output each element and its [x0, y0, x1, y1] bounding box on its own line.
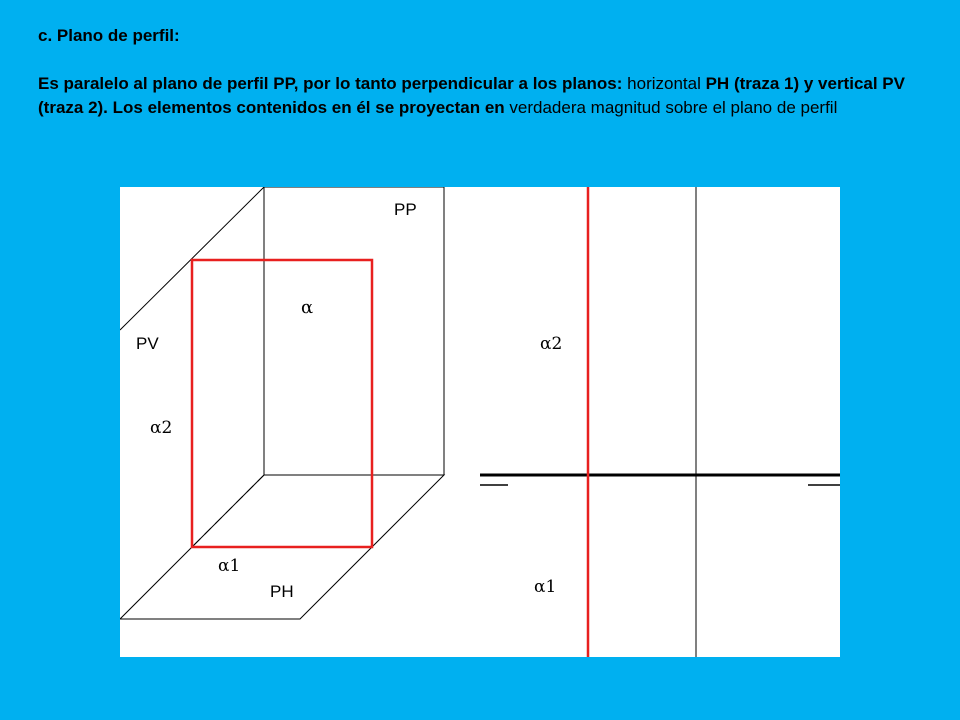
- label-alpha1-right: α1: [534, 577, 557, 597]
- pp-plane-outline: [264, 187, 444, 475]
- label-pv: PV: [136, 334, 159, 353]
- para-part-4: (traza 1) y vertical PV (traza 2). Los elementos contenidos en él se proyectan en: [38, 74, 905, 117]
- slide-heading: c. Plano de perfil:: [38, 26, 180, 45]
- isometric-view: [120, 187, 444, 619]
- label-alpha: α: [301, 297, 314, 318]
- label-ph: PH: [270, 582, 294, 601]
- para-part-2: horizontal: [627, 74, 706, 93]
- para-part-3: PH: [705, 74, 730, 93]
- label-alpha2-left: α2: [150, 418, 173, 438]
- figure-svg: [120, 187, 840, 657]
- label-alpha2-right: α2: [540, 334, 563, 354]
- slide-text: [38, 24, 918, 120]
- label-pp: PP: [394, 200, 417, 219]
- label-alpha1-left: α1: [218, 556, 241, 576]
- slide-paragraph: [38, 72, 918, 120]
- projection-figure: [120, 187, 840, 657]
- alpha-plane: [192, 260, 372, 547]
- para-part-5: verdadera magnitud sobre el plano de perfil: [504, 98, 838, 117]
- para-part-1: Es paralelo al plano de perfil PP, por lo tanto perpendicular a los planos:: [38, 74, 628, 93]
